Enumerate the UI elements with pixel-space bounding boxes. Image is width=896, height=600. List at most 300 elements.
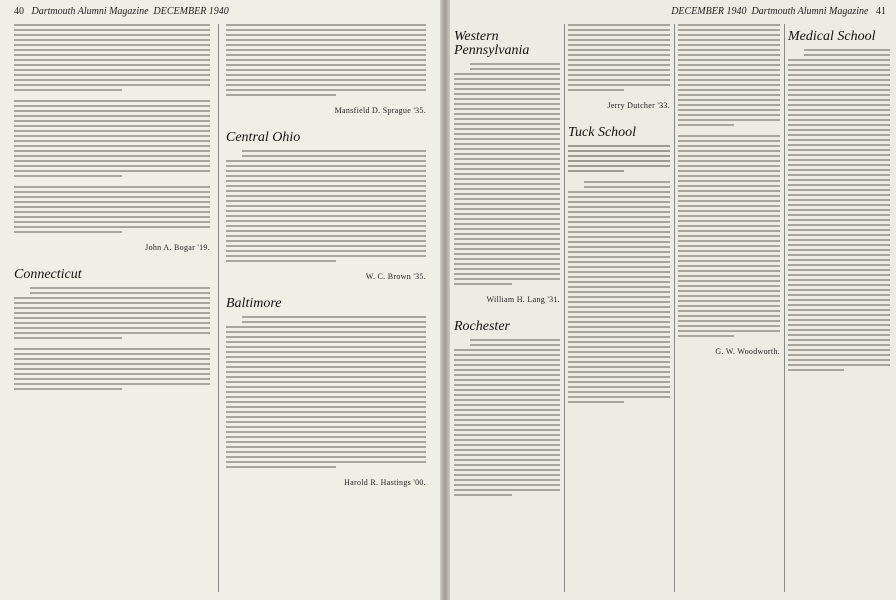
- text-line: [788, 334, 890, 336]
- text-line: [226, 466, 336, 468]
- text-line: [226, 431, 426, 433]
- column-rule: [784, 24, 785, 592]
- text-line: [14, 54, 210, 56]
- text-line: [226, 24, 426, 26]
- text-line: [568, 79, 670, 81]
- text-line: [226, 175, 426, 177]
- text-line: [678, 180, 780, 182]
- right-column-2: [568, 24, 670, 596]
- text-line: [14, 69, 210, 71]
- text-line: [454, 474, 560, 476]
- text-line: [14, 155, 210, 157]
- text-line: [470, 339, 560, 341]
- text-line: [454, 374, 560, 376]
- text-line: [226, 225, 426, 227]
- text-line: [678, 300, 780, 302]
- text-line: [454, 394, 560, 396]
- text-line: [454, 479, 560, 481]
- text-line: [568, 361, 670, 363]
- text-line: [14, 29, 210, 31]
- text-line: [226, 34, 426, 36]
- text-line: [242, 150, 426, 152]
- text-line: [788, 229, 890, 231]
- text-line: [568, 376, 670, 378]
- text-line: [788, 349, 890, 351]
- text-line: [678, 145, 780, 147]
- text-line: [788, 169, 890, 171]
- text-line: [568, 145, 670, 147]
- text-line: [788, 224, 890, 226]
- text-line: [568, 386, 670, 388]
- text-line: [226, 170, 426, 172]
- right-magazine-title: Dartmouth Alumni Magazine: [751, 6, 869, 17]
- text-line: [568, 251, 670, 253]
- text-line: [568, 306, 670, 308]
- text-line: [226, 89, 426, 91]
- text-line: [678, 34, 780, 36]
- text-line: [788, 144, 890, 146]
- text-line: [226, 361, 426, 363]
- text-line: [226, 436, 426, 438]
- text-line: [226, 185, 426, 187]
- text-line: [454, 198, 560, 200]
- text-line: [568, 64, 670, 66]
- text-line: [568, 241, 670, 243]
- text-line: [568, 356, 670, 358]
- text-line: [226, 456, 426, 458]
- text-line: [678, 84, 780, 86]
- text-line: [568, 44, 670, 46]
- text-line: [568, 34, 670, 36]
- text-line: [678, 295, 780, 297]
- text-line: [568, 316, 670, 318]
- text-line: [226, 74, 426, 76]
- text-paragraph: [454, 63, 560, 285]
- text-line: [788, 269, 890, 271]
- text-line: [226, 461, 426, 463]
- text-line: [454, 484, 560, 486]
- text-line: [788, 204, 890, 206]
- text-line: [678, 190, 780, 192]
- text-line: [14, 201, 210, 203]
- text-line: [14, 89, 122, 91]
- text-line: [788, 304, 890, 306]
- text-line: [788, 324, 890, 326]
- text-line: [788, 234, 890, 236]
- text-line: [788, 209, 890, 211]
- text-line: [678, 175, 780, 177]
- right-column-3: [678, 24, 780, 596]
- right-issue-date: DECEMBER 1940: [671, 6, 747, 17]
- text-line: [454, 439, 560, 441]
- text-line: [226, 416, 426, 418]
- text-line: [788, 174, 890, 176]
- text-line: [788, 124, 890, 126]
- text-line: [454, 399, 560, 401]
- text-paragraph: [14, 186, 210, 233]
- text-line: [454, 434, 560, 436]
- section-heading: Rochester: [454, 319, 510, 334]
- text-line: [678, 185, 780, 187]
- author-byline: Jerry Dutcher '33.: [607, 101, 670, 110]
- text-line: [584, 181, 670, 183]
- text-line: [242, 316, 426, 318]
- section-heading: Central Ohio: [226, 130, 301, 145]
- text-line: [678, 250, 780, 252]
- text-line: [788, 89, 890, 91]
- text-line: [226, 245, 426, 247]
- text-line: [14, 160, 210, 162]
- right-page: [450, 0, 896, 600]
- author-byline: William H. Lang '31.: [486, 295, 560, 304]
- text-line: [14, 186, 210, 188]
- text-paragraph: [14, 100, 210, 177]
- text-line: [454, 223, 560, 225]
- text-line: [454, 454, 560, 456]
- text-line: [678, 200, 780, 202]
- text-line: [454, 123, 560, 125]
- section-heading: Western Pennsylvania: [454, 29, 530, 58]
- text-line: [14, 100, 210, 102]
- text-line: [454, 93, 560, 95]
- text-line: [678, 29, 780, 31]
- text-line: [454, 409, 560, 411]
- text-line: [14, 125, 210, 127]
- text-line: [14, 297, 210, 299]
- text-line: [568, 301, 670, 303]
- text-line: [788, 249, 890, 251]
- text-line: [14, 332, 210, 334]
- text-line: [14, 348, 210, 350]
- text-line: [226, 200, 426, 202]
- text-line: [788, 179, 890, 181]
- text-line: [454, 153, 560, 155]
- text-paragraph: [226, 316, 426, 468]
- text-line: [14, 206, 210, 208]
- text-line: [788, 239, 890, 241]
- text-line: [568, 266, 670, 268]
- text-line: [14, 64, 210, 66]
- text-line: [788, 164, 890, 166]
- text-line: [788, 299, 890, 301]
- text-line: [14, 368, 210, 370]
- text-line: [678, 245, 780, 247]
- text-line: [226, 401, 426, 403]
- text-line: [454, 98, 560, 100]
- text-line: [226, 346, 426, 348]
- text-line: [678, 135, 780, 137]
- column-rule: [674, 24, 675, 592]
- text-line: [568, 49, 670, 51]
- text-line: [678, 310, 780, 312]
- text-line: [678, 195, 780, 197]
- text-line: [788, 279, 890, 281]
- text-line: [788, 314, 890, 316]
- text-line: [14, 150, 210, 152]
- section-heading: Tuck School: [568, 125, 637, 140]
- text-line: [226, 421, 426, 423]
- text-line: [788, 354, 890, 356]
- text-line: [226, 451, 426, 453]
- text-line: [788, 364, 890, 366]
- text-line: [568, 246, 670, 248]
- text-line: [454, 158, 560, 160]
- text-line: [226, 446, 426, 448]
- text-line: [454, 424, 560, 426]
- text-line: [678, 335, 734, 337]
- left-column-1: [14, 24, 210, 596]
- text-line: [14, 317, 210, 319]
- text-line: [242, 155, 426, 157]
- text-line: [454, 364, 560, 366]
- text-line: [568, 351, 670, 353]
- text-line: [14, 44, 210, 46]
- text-line: [226, 376, 426, 378]
- text-line: [454, 233, 560, 235]
- text-line: [788, 64, 890, 66]
- text-line: [454, 78, 560, 80]
- left-magazine-title: Dartmouth Alumni Magazine: [31, 6, 149, 17]
- text-line: [14, 165, 210, 167]
- text-line: [454, 138, 560, 140]
- text-line: [14, 145, 210, 147]
- text-line: [678, 230, 780, 232]
- text-line: [568, 366, 670, 368]
- text-line: [226, 351, 426, 353]
- left-page-number: 40: [14, 6, 24, 17]
- text-line: [568, 296, 670, 298]
- text-line: [14, 74, 210, 76]
- text-line: [788, 254, 890, 256]
- text-line: [226, 356, 426, 358]
- text-line: [454, 389, 560, 391]
- text-paragraph: [14, 24, 210, 91]
- text-line: [14, 216, 210, 218]
- text-line: [454, 404, 560, 406]
- text-line: [788, 134, 890, 136]
- text-line: [454, 193, 560, 195]
- text-line: [678, 170, 780, 172]
- text-paragraph: [226, 150, 426, 262]
- text-line: [568, 256, 670, 258]
- text-line: [454, 213, 560, 215]
- text-line: [454, 173, 560, 175]
- text-line: [226, 79, 426, 81]
- text-line: [678, 205, 780, 207]
- text-line: [568, 286, 670, 288]
- text-line: [226, 64, 426, 66]
- text-line: [678, 235, 780, 237]
- text-line: [678, 99, 780, 101]
- text-line: [788, 159, 890, 161]
- text-line: [678, 140, 780, 142]
- text-line: [454, 253, 560, 255]
- text-line: [788, 264, 890, 266]
- text-line: [568, 74, 670, 76]
- text-line: [454, 118, 560, 120]
- text-line: [14, 135, 210, 137]
- text-line: [678, 119, 780, 121]
- text-line: [678, 280, 780, 282]
- text-line: [568, 371, 670, 373]
- text-line: [14, 221, 210, 223]
- text-line: [226, 220, 426, 222]
- text-line: [454, 469, 560, 471]
- text-line: [678, 109, 780, 111]
- text-line: [454, 83, 560, 85]
- left-running-head: [14, 6, 229, 17]
- text-line: [226, 230, 426, 232]
- text-line: [678, 94, 780, 96]
- text-line: [568, 346, 670, 348]
- text-line: [454, 354, 560, 356]
- text-line: [788, 214, 890, 216]
- text-line: [678, 215, 780, 217]
- text-line: [678, 210, 780, 212]
- text-line: [568, 69, 670, 71]
- text-line: [226, 29, 426, 31]
- text-line: [14, 388, 122, 390]
- text-line: [568, 201, 670, 203]
- left-page: [0, 0, 440, 600]
- text-line: [454, 248, 560, 250]
- text-line: [568, 326, 670, 328]
- text-line: [454, 419, 560, 421]
- text-line: [788, 359, 890, 361]
- text-line: [14, 383, 210, 385]
- text-line: [678, 44, 780, 46]
- text-line: [226, 165, 426, 167]
- text-line: [568, 216, 670, 218]
- text-line: [226, 94, 336, 96]
- text-line: [14, 327, 210, 329]
- column-rule: [218, 24, 219, 592]
- text-line: [804, 49, 890, 51]
- text-line: [226, 210, 426, 212]
- text-line: [226, 260, 336, 262]
- text-line: [568, 331, 670, 333]
- text-line: [678, 49, 780, 51]
- text-line: [226, 180, 426, 182]
- text-line: [226, 59, 426, 61]
- text-line: [678, 275, 780, 277]
- text-paragraph: [226, 24, 426, 96]
- text-line: [226, 84, 426, 86]
- text-line: [568, 39, 670, 41]
- text-line: [788, 139, 890, 141]
- text-line: [678, 59, 780, 61]
- text-line: [14, 175, 122, 177]
- text-line: [678, 225, 780, 227]
- text-line: [568, 391, 670, 393]
- text-line: [226, 341, 426, 343]
- text-line: [454, 73, 560, 75]
- text-line: [678, 270, 780, 272]
- text-line: [678, 155, 780, 157]
- text-line: [568, 226, 670, 228]
- text-line: [788, 244, 890, 246]
- text-line: [454, 238, 560, 240]
- text-line: [14, 373, 210, 375]
- text-line: [454, 414, 560, 416]
- text-line: [678, 330, 780, 332]
- text-line: [454, 243, 560, 245]
- text-line: [14, 363, 210, 365]
- text-line: [678, 69, 780, 71]
- text-line: [14, 59, 210, 61]
- text-line: [568, 196, 670, 198]
- text-line: [226, 190, 426, 192]
- text-line: [678, 150, 780, 152]
- text-line: [14, 39, 210, 41]
- text-line: [568, 206, 670, 208]
- text-line: [14, 353, 210, 355]
- text-line: [14, 307, 210, 309]
- text-line: [226, 235, 426, 237]
- text-line: [454, 188, 560, 190]
- text-line: [568, 276, 670, 278]
- text-line: [14, 231, 122, 233]
- text-line: [242, 321, 426, 323]
- text-line: [14, 120, 210, 122]
- text-line: [226, 240, 426, 242]
- text-line: [788, 99, 890, 101]
- text-paragraph: [454, 339, 560, 496]
- text-line: [14, 312, 210, 314]
- text-line: [226, 69, 426, 71]
- text-line: [14, 79, 210, 81]
- text-line: [788, 344, 890, 346]
- text-line: [568, 54, 670, 56]
- text-line: [568, 221, 670, 223]
- text-line: [470, 344, 560, 346]
- right-column-1: [454, 24, 560, 596]
- text-line: [14, 115, 210, 117]
- text-line: [454, 183, 560, 185]
- text-line: [678, 39, 780, 41]
- text-line: [454, 88, 560, 90]
- text-line: [226, 371, 426, 373]
- text-line: [454, 128, 560, 130]
- text-line: [678, 240, 780, 242]
- right-page-number: 41: [876, 6, 886, 17]
- text-line: [226, 39, 426, 41]
- text-line: [678, 74, 780, 76]
- text-line: [788, 194, 890, 196]
- text-line: [454, 163, 560, 165]
- text-line: [678, 24, 780, 26]
- text-line: [454, 464, 560, 466]
- book-gutter: [440, 0, 450, 600]
- text-line: [788, 329, 890, 331]
- text-line: [568, 396, 670, 398]
- text-line: [678, 54, 780, 56]
- author-byline: W. C. Brown '35.: [365, 272, 426, 281]
- text-line: [454, 178, 560, 180]
- text-line: [454, 133, 560, 135]
- text-line: [568, 291, 670, 293]
- text-line: [454, 208, 560, 210]
- text-line: [226, 215, 426, 217]
- text-line: [788, 199, 890, 201]
- text-line: [678, 124, 734, 126]
- text-line: [678, 265, 780, 267]
- text-line: [788, 109, 890, 111]
- text-line: [788, 219, 890, 221]
- text-line: [454, 449, 560, 451]
- text-line: [226, 49, 426, 51]
- text-line: [226, 426, 426, 428]
